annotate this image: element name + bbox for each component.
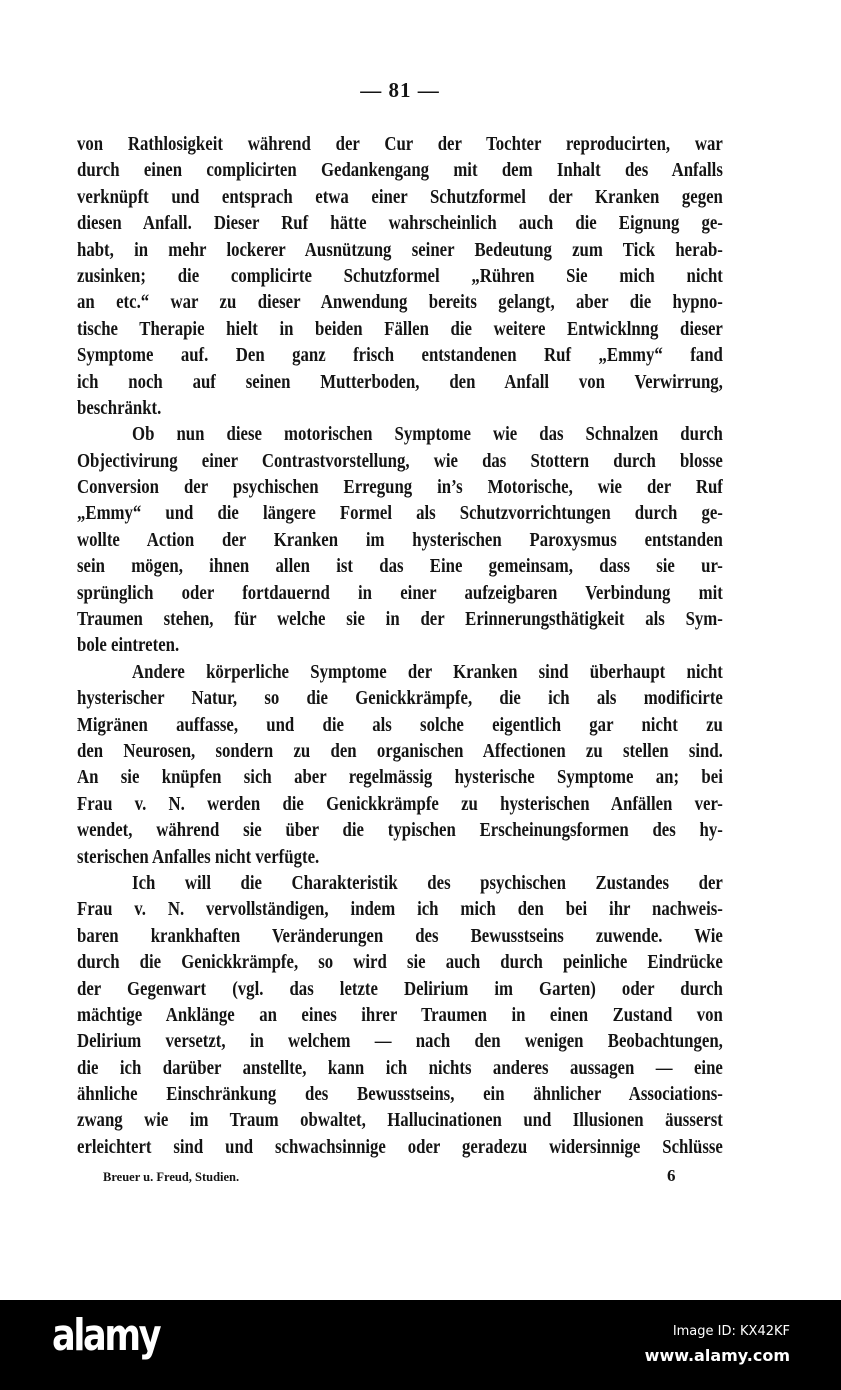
text-line: sprünglich oder fortdauernd in einer aufzeigbaren Verbindung mit: [77, 582, 723, 604]
text-line: von Rathlosigkeit während der Cur der Tochter reproducirten, war: [77, 134, 723, 155]
body-text: [77, 132, 723, 1161]
text-line: wollte Action der Kranken im hysterischen Paroxysmus entstanden: [77, 529, 723, 551]
text-line: Frau v. N. werden die Genickkrämpfe zu hysterischen Anfällen ver-: [77, 793, 723, 815]
text-line: baren krankhaften Veränderungen des Bewusstseins zuwende. Wie: [77, 925, 723, 947]
paragraph: [77, 422, 723, 660]
text-line: durch die Genickkrämpfe, so wird sie auch durch peinliche Eindrücke: [77, 952, 723, 974]
text-line: verknüpft und entsprach etwa einer Schutzformel der Kranken gegen: [77, 186, 723, 208]
text-line: den Neurosen, sondern zu den organischen Affectionen zu stellen sind.: [77, 740, 723, 762]
text-line: Andere körperliche Symptome der Kranken sind überhaupt nicht: [132, 661, 723, 683]
alamy-logo: alamy: [52, 1310, 160, 1361]
text-line: „Emmy“ und die längere Formel als Schutzvorrichtungen durch ge-: [77, 503, 723, 525]
text-line: bole eintreten.: [77, 635, 180, 657]
text-line: Objectivirung einer Contrastvorstellung, wie das Stottern durch blosse: [77, 450, 723, 472]
text-line: diesen Anfall. Dieser Ruf hätte wahrscheinlich auch die Eignung ge-: [77, 213, 723, 235]
watermark-url: www.alamy.com: [644, 1346, 790, 1365]
text-line: Frau v. N. vervollständigen, indem ich mich den bei ihr nachweis-: [77, 899, 723, 921]
text-line: der Gegenwart (vgl. das letzte Delirium im Garten) oder durch: [77, 978, 723, 1000]
text-line: durch einen complicirten Gedankengang mit dem Inhalt des Anfalls: [77, 160, 723, 182]
text-line: Traumen stehen, für welche sie in der Erinnerungsthätigkeit als Sym-: [77, 609, 723, 631]
text-line: ich noch auf seinen Mutterboden, den Anfall von Verwirrung,: [77, 371, 723, 393]
text-line: An sie knüpfen sich aber regelmässig hysterische Symptome an; bei: [77, 767, 723, 789]
watermark-bar: [0, 1300, 841, 1390]
footer-signature: Breuer u. Freud, Studien.: [103, 1170, 240, 1184]
text-line: wendet, während sie über die typischen Erscheinungsformen des hy-: [77, 820, 723, 842]
text-line: Migränen auffasse, und die als solche eigentlich gar nicht zu: [77, 714, 723, 736]
text-line: die ich darüber anstellte, kann ich nichts anderes aussagen — eine: [77, 1057, 723, 1079]
text-line: sterischen Anfalles nicht verfügte.: [77, 846, 320, 868]
text-line: erleichtert sind und schwachsinnige oder geradezu widersinnige Schlüsse: [77, 1136, 723, 1158]
text-line: beschränkt.: [77, 397, 162, 419]
paragraph: [77, 871, 723, 1161]
paragraph: [77, 660, 723, 871]
text-line: Ich will die Charakteristik des psychischen Zustandes der: [132, 872, 723, 894]
text-line: zwang wie im Traum obwaltet, Hallucinationen und Illusionen äusserst: [77, 1110, 723, 1132]
page-number: — 81 —: [360, 78, 440, 102]
footer-sheet-number: 6: [667, 1166, 676, 1185]
text-line: sein mögen, ihnen allen ist das Eine gemeinsam, dass sie ur-: [77, 556, 723, 578]
text-line: Delirium versetzt, in welchem — nach den wenigen Beobachtungen,: [77, 1031, 723, 1053]
text-line: hysterischer Natur, so die Genickkrämpfe, die ich als modificirte: [77, 688, 723, 710]
text-line: Ob nun diese motorischen Symptome wie das Schnalzen durch: [132, 424, 723, 446]
watermark-image-id: Image ID: KX42KF: [672, 1324, 790, 1339]
text-line: tische Therapie hielt in beiden Fällen die weitere Entwicklnng dieser: [77, 318, 723, 340]
text-line: Symptome auf. Den ganz frisch entstandenen Ruf „Emmy“ fand: [77, 345, 723, 367]
text-line: zusinken; die complicirte Schutzformel „Rühren Sie mich nicht: [77, 265, 723, 287]
paragraph: [77, 132, 723, 422]
text-line: habt, in mehr lockerer Ausnützung seiner Bedeutung zum Tick herab-: [77, 239, 723, 261]
text-line: mächtige Anklänge an eines ihrer Traumen in einen Zustand von: [77, 1004, 723, 1026]
text-line: ähnliche Einschränkung des Bewusstseins, ein ähnlicher Associations-: [77, 1084, 723, 1106]
text-line: Conversion der psychischen Erregung in’s Motorische, wie der Ruf: [77, 477, 723, 499]
text-line: an etc.“ war zu dieser Anwendung bereits gelangt, aber die hypno-: [77, 292, 723, 314]
